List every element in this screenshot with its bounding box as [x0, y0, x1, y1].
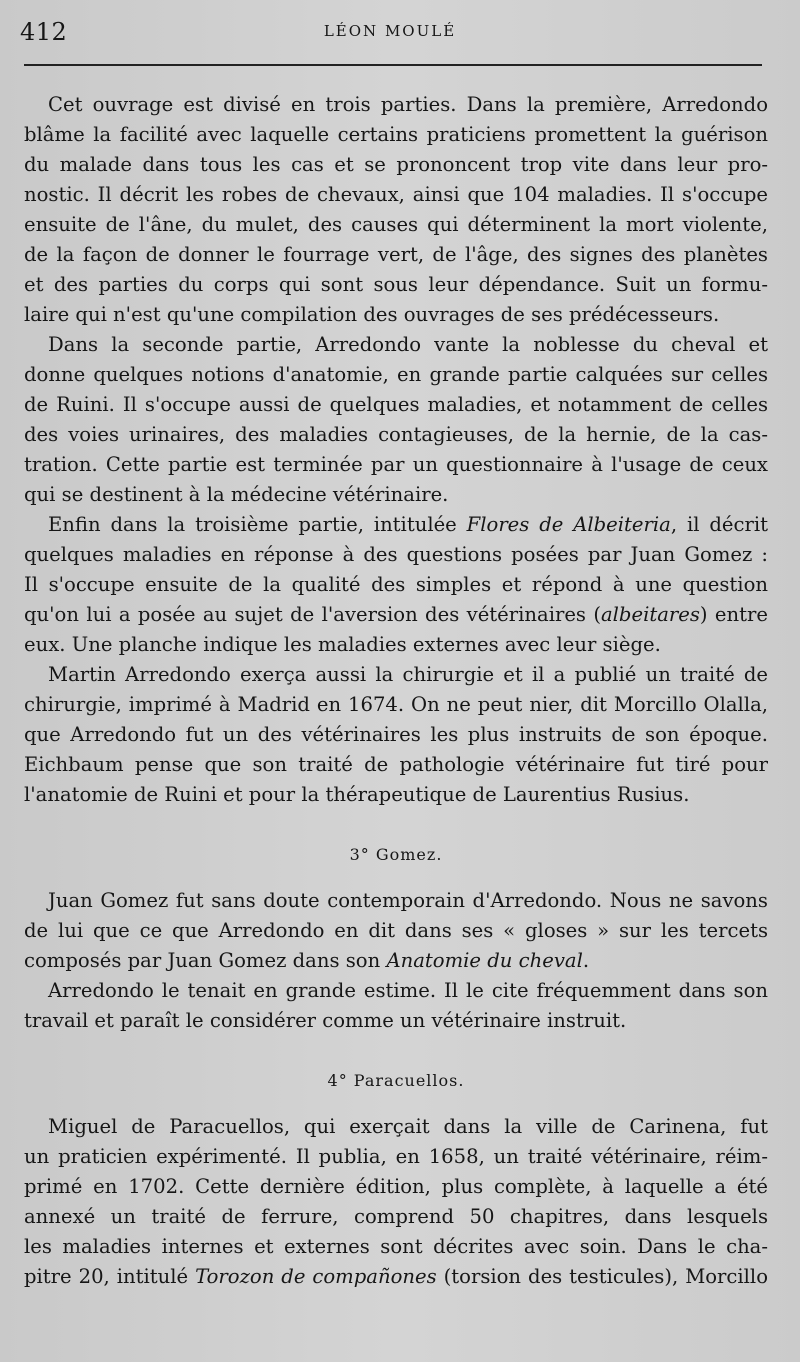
text-run: Enfin dans la troisième partie, intitulée — [48, 513, 467, 536]
section-heading-paracuellos: 4° Paracuellos. — [327, 1071, 465, 1090]
text-line: de Ruini. Il s'occupe aussi de quelques maladies, et notamment de celles — [24, 393, 768, 416]
text-line: tration. Cette partie est terminée par un questionnaire à l'usage de ceux — [24, 453, 768, 476]
text-line: Dans la seconde partie, Arredondo vante la noblesse du cheval et — [48, 333, 768, 356]
spacer — [24, 870, 768, 886]
spacer — [24, 1036, 768, 1066]
text-line: nostic. Il décrit les robes de chevaux, ainsi que 104 maladies. Il s'occupe — [24, 183, 768, 206]
text-line: Arredondo le tenait en grande estime. Il le cite fréquemment dans son — [48, 979, 768, 1002]
paragraph — [24, 886, 768, 976]
paragraph — [24, 510, 768, 660]
text-line: Eichbaum pense que son traité de pathologie vétérinaire fut tiré pour — [24, 753, 768, 776]
text-line: de la façon de donner le fourrage vert, de l'âge, des signes des planètes — [24, 243, 768, 266]
text-line — [24, 510, 768, 540]
paragraph — [24, 1112, 768, 1292]
text-line: de lui que ce que Arredondo en dit dans ses « gloses » sur les tercets — [24, 919, 768, 942]
text-run: pitre 20, intitulé — [24, 1265, 196, 1288]
text-line: donne quelques notions d'anatomie, en grande partie calquées sur celles — [24, 363, 768, 386]
paragraph — [24, 90, 768, 330]
text-line — [24, 600, 768, 630]
page-number: 412 — [20, 18, 68, 46]
text-line: les maladies internes et externes sont décrites avec soin. Dans le cha- — [24, 1235, 768, 1258]
paragraph — [24, 976, 768, 1036]
text-run: ) entre — [699, 603, 768, 626]
text-line: primé en 1702. Cette dernière édition, plus complète, à laquelle a été — [24, 1175, 768, 1198]
text-line: travail et paraît le considérer comme un vétérinaire instruit. — [24, 1009, 627, 1032]
text-line: et des parties du corps qui sont sous leur dépendance. Suit un formu- — [24, 273, 768, 296]
italic-title: Flores de Albeiteria — [466, 513, 671, 536]
text-run: (torsion des testicules), Morcillo — [436, 1265, 768, 1288]
text-line: Cet ouvrage est divisé en trois parties. Dans la première, Arredondo — [48, 93, 768, 116]
text-line: des voies urinaires, des maladies contagieuses, de la hernie, de la cas- — [24, 423, 768, 446]
text-line: Juan Gomez fut sans doute contemporain d'Arredondo. Nous ne savons — [48, 889, 768, 912]
text-line: que Arredondo fut un des vétérinaires les plus instruits de son époque. — [24, 723, 768, 746]
text-run: . — [582, 949, 590, 972]
section-heading-gomez: 3° Gomez. — [349, 845, 443, 864]
text-line: Il s'occupe ensuite de la qualité des simples et répond à une question — [24, 573, 768, 596]
spacer — [24, 1096, 768, 1112]
text-line: l'anatomie de Ruini et pour la thérapeutique de Laurentius Rusius. — [24, 783, 690, 806]
text-line — [24, 946, 768, 976]
text-line: laire qui n'est qu'une compilation des ouvrages de ses prédécesseurs. — [24, 303, 720, 326]
text-line: un praticien expérimenté. Il publia, en 1658, un traité vétérinaire, réim- — [24, 1145, 768, 1168]
text-line: chirurgie, imprimé à Madrid en 1674. On ne peut nier, dit Morcillo Olalla, — [24, 693, 768, 716]
text-run: composés par Juan Gomez dans son — [24, 949, 387, 972]
text-line: qui se destinent à la médecine vétérinaire. — [24, 483, 449, 506]
text-run: , il décrit — [670, 513, 768, 536]
italic-term: albeitares — [600, 603, 700, 626]
text-line: quelques maladies en réponse à des questions posées par Juan Gomez : — [24, 543, 768, 566]
text-run: qu'on lui a posée au sujet de l'aversion des vétérinaires ( — [24, 603, 601, 626]
running-title: LÉON MOULÉ — [323, 22, 457, 40]
italic-title: Torozon de compañones — [195, 1265, 437, 1288]
text-line — [24, 1262, 768, 1292]
page-body — [24, 90, 768, 1292]
text-line: Martin Arredondo exerça aussi la chirurgie et il a publié un traité de — [48, 663, 768, 686]
text-line: du malade dans tous les cas et se prononcent trop vite dans leur pro- — [24, 153, 768, 176]
text-line: ensuite de l'âne, du mulet, des causes qui déterminent la mort violente, — [24, 213, 768, 236]
paragraph — [24, 330, 768, 510]
text-line: eux. Une planche indique les maladies externes avec leur siège. — [24, 633, 661, 656]
header-rule — [24, 64, 762, 66]
text-line: Miguel de Paracuellos, qui exerçait dans la ville de Carinena, fut — [48, 1115, 768, 1138]
page-header — [20, 18, 760, 48]
text-line: blâme la facilité avec laquelle certains praticiens promettent la guérison — [24, 123, 768, 146]
text-line: annexé un traité de ferrure, comprend 50 chapitres, dans lesquels — [24, 1205, 768, 1228]
paragraph — [24, 660, 768, 810]
spacer — [24, 810, 768, 840]
italic-title: Anatomie du cheval — [386, 949, 583, 972]
